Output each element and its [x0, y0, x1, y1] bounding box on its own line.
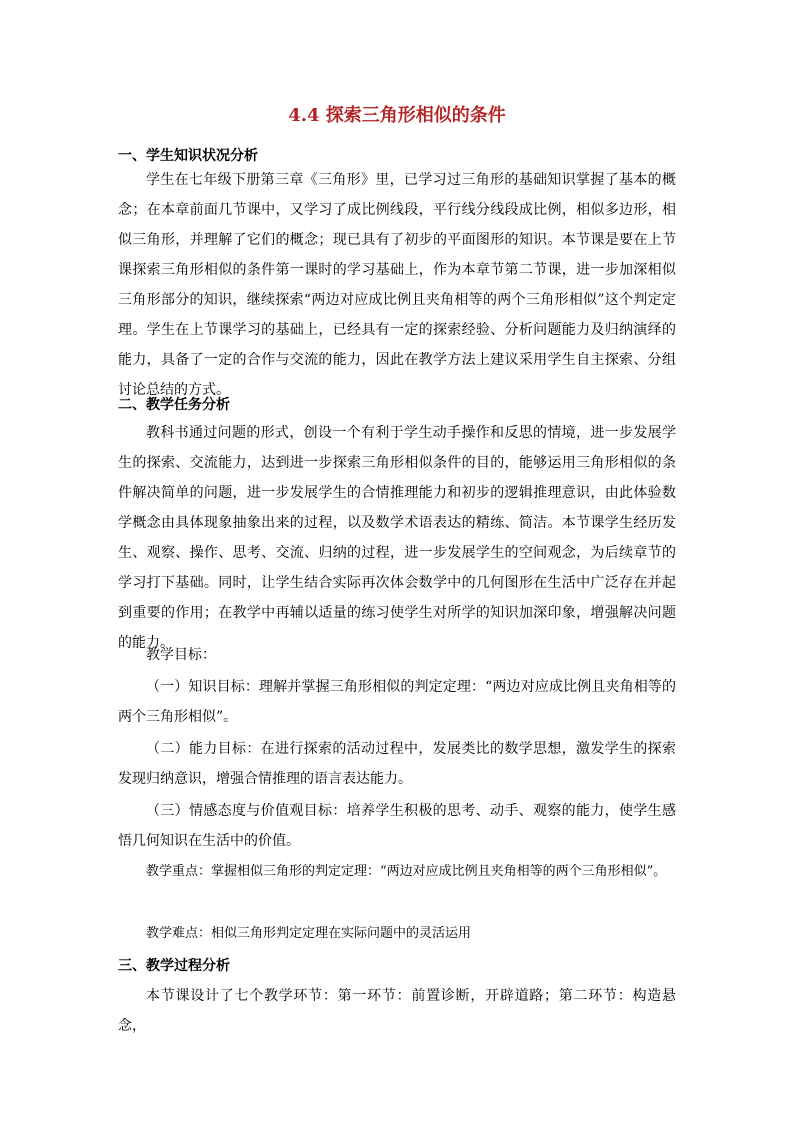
goal-knowledge: （一）知识目标：理解并掌握三角形相似的判定定理：“两边对应成比例且夹角相等的两个三角形相似”。	[118, 679, 676, 725]
student-analysis-paragraph: 学生在七年级下册第三章《三角形》里，已学习过三角形的基础知识掌握了基本的概念；在本章前面几节课中，又学习了成比例线段，平行线分线段成比例，相似多边形，相似三角形，并理解了它们的概念；现已具有了初步的平面图形的知识。本节课是要在上节课探索三角形相似的条件第一课时的学习基础上，作为本章节第二节课，进一步加深相似三角形部分的知识，继续探索“两边对应成比例且夹角相等的两个三角形相似”这个判定定理。学生在上节课学习的基础上，已经具有一定的探索经验、分析问题能力及归纳演绎的能力，具备了一定的合作与交流的能力，因此在教学方法上建议采用学生自主探索、分组讨论总结的方式。	[118, 172, 676, 398]
section-heading-process-analysis: 三、教学过程分析	[118, 958, 230, 974]
goal-ability: （二）能力目标：在进行探索的活动过程中，发展类比的数学思想，激发学生的探索发现归纳意识，增强合情推理的语言表达能力。	[118, 741, 676, 787]
section-heading-student-analysis: 一、学生知识状况分析	[118, 148, 258, 164]
task-analysis-paragraph: 教科书通过问题的形式，创设一个有利于学生动手操作和反思的情境，进一步发展学生的探索、交流能力，达到进一步探索三角形相似条件的目的，能够运用三角形相似的条件解决简单的问题，进一步发展学生的合情推理能力和初步的逻辑推理意识，由此体验数学概念由具体现象抽象出来的过程，以及数学术语表达的精练、简洁。本节课学生经历发生、观察、操作、思考、交流、归纳的过程，进一步发展学生的空间观念，为后续章节的学习打下基础。同时，让学生结合实际再次体会数学中的几何图形在生活中广泛存在并起到重要的作用；在教学中再辅以适量的练习使学生对所学的知识加深印象，增强解决问题的能力。	[118, 425, 676, 651]
process-analysis-paragraph: 本节课设计了七个教学环节：第一环节：前置诊断，开辟道路；第二环节：构造悬念，	[118, 988, 676, 1034]
section-heading-task-analysis: 二、教学任务分析	[118, 397, 230, 413]
teaching-goals-label: 教学目标：	[146, 647, 216, 663]
teaching-key-point: 教学重点：掌握相似三角形的判定定理：“两边对应成比例且夹角相等的两个三角形相似”。	[146, 864, 667, 879]
document-title: 4.4 探索三角形相似的条件	[288, 105, 506, 126]
teaching-difficulty: 教学难点：相似三角形判定定理在实际问题中的灵活运用	[146, 926, 472, 941]
goal-emotion: （三）情感态度与价值观目标：培养学生积极的思考、动手、观察的能力，使学生感悟几何知识在生活中的价值。	[118, 803, 676, 849]
